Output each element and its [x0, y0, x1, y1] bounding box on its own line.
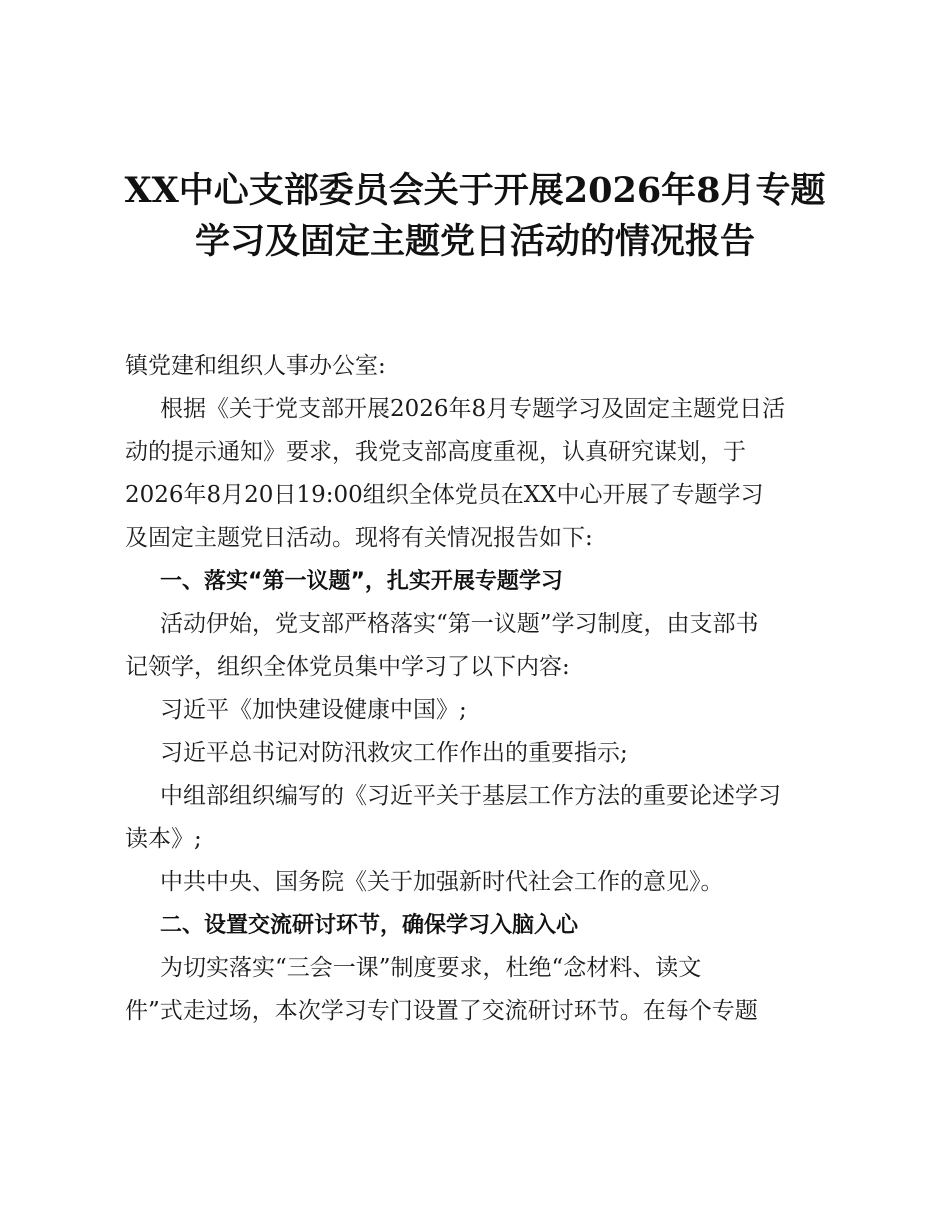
report-title-line-2: 学习及固定主题党日活动的情况报告 — [194, 221, 755, 262]
list-item: 中组部组织编写的《习近平关于基层工作方法的重要论述学习 — [160, 783, 781, 809]
section-heading-1: 一、落实“第一议题”，扎实开展专题学习 — [160, 569, 563, 594]
paragraph-line: 为切实落实“三会一课”制度要求，杜绝“念材料、读文 — [160, 955, 702, 981]
report-title-line-1: XX中心支部委员会关于开展2026年8月专题 — [124, 170, 826, 211]
paragraph-line: 记领学，组织全体党员集中学习了以下内容: — [125, 654, 570, 680]
list-item: 习近平总书记对防汛救灾工作作出的重要指示; — [160, 740, 628, 766]
paragraph-line: 活动伊始，党支部严格落实“第一议题”学习制度，由支部书 — [160, 611, 759, 637]
report-body — [125, 345, 845, 1033]
paragraph-line: 动的提示通知》要求，我党支部高度重视，认真研究谋划，于 — [125, 439, 746, 465]
paragraph-line: 及固定主题党日活动。现将有关情况报告如下: — [125, 525, 593, 551]
list-item: 中共中央、国务院《关于加强新时代社会工作的意见》。 — [160, 869, 724, 895]
paragraph-line: 2026年8月20日19:00组织全体党员在XX中心开展了专题学习 — [125, 482, 764, 508]
list-item: 习近平《加快建设健康中国》; — [160, 697, 467, 723]
list-item-continuation: 读本》; — [125, 826, 202, 852]
paragraph-line: 根据《关于党支部开展2026年8月专题学习及固定主题党日活 — [160, 396, 786, 422]
section-heading-2: 二、设置交流研讨环节，确保学习入脑入心 — [160, 913, 579, 938]
paragraph-line: 件”式走过场，本次学习专门设置了交流研讨环节。在每个专题 — [125, 998, 758, 1024]
salutation: 镇党建和组织人事办公室: — [125, 353, 386, 379]
